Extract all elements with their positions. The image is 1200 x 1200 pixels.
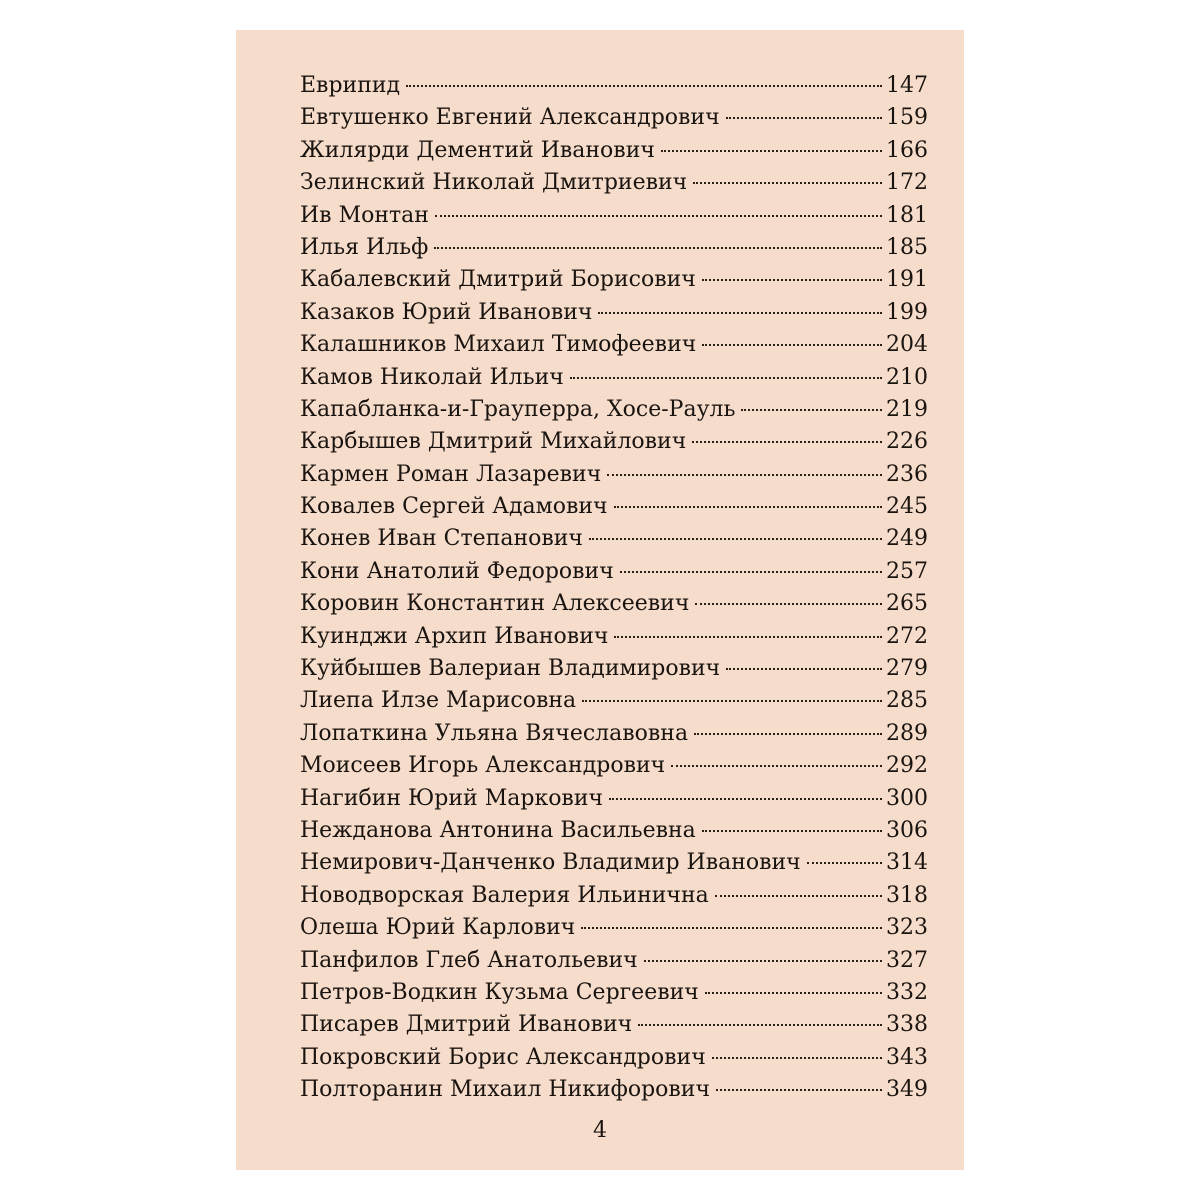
toc-entry-name: Жилярди Дементий Иванович	[300, 137, 655, 163]
toc-entry	[300, 718, 928, 750]
toc-entry	[300, 394, 928, 426]
toc-entry-page: 191	[886, 267, 928, 293]
toc-entry-name: Ковалев Сергей Адамович	[300, 494, 608, 520]
toc-entry	[300, 653, 928, 685]
toc-dot-leader	[598, 312, 882, 314]
toc-entry-page: 204	[886, 332, 928, 358]
toc-entry	[300, 297, 928, 329]
toc-entry-name: Панфилов Глеб Анатольевич	[300, 947, 638, 973]
toc-entry-name: Кони Анатолий Федорович	[300, 558, 614, 584]
toc-dot-leader	[705, 992, 882, 994]
toc-entry-page: 343	[886, 1044, 928, 1070]
toc-dot-leader	[435, 215, 882, 217]
toc-dot-leader	[702, 830, 882, 832]
toc-entry-page: 289	[886, 720, 928, 746]
toc-entry-page: 181	[886, 202, 928, 228]
toc-entry-name: Моисеев Игорь Александрович	[300, 753, 666, 779]
toc-entry-name: Лопаткина Ульяна Вячеславовна	[300, 720, 689, 746]
toc-entry-page: 257	[886, 558, 928, 584]
toc-entry	[300, 1074, 928, 1106]
toc-dot-leader	[607, 474, 882, 476]
toc-entry	[300, 459, 928, 491]
toc-entry-page: 318	[886, 882, 928, 908]
toc-entry-name: Конев Иван Степанович	[300, 526, 583, 552]
toc-dot-leader	[434, 247, 882, 249]
toc-entry	[300, 945, 928, 977]
toc-entry-name: Покровский Борис Александрович	[300, 1044, 706, 1070]
toc-entry	[300, 783, 928, 815]
toc-entry	[300, 847, 928, 879]
toc-entry-page: 272	[886, 623, 928, 649]
toc-entry	[300, 523, 928, 555]
toc-entry	[300, 329, 928, 361]
toc-entry	[300, 588, 928, 620]
toc-entry-page: 159	[886, 105, 928, 131]
toc-dot-leader	[702, 344, 882, 346]
toc-dot-leader	[807, 862, 882, 864]
toc-entry-name: Куинджи Архип Иванович	[300, 623, 609, 649]
toc-entry-page: 166	[886, 137, 928, 163]
toc-entry-name: Кабалевский Дмитрий Борисович	[300, 267, 696, 293]
toc-dot-leader	[692, 441, 882, 443]
toc-entry	[300, 1009, 928, 1041]
toc-entry	[300, 135, 928, 167]
toc-entry-page: 226	[886, 429, 928, 455]
toc-entry	[300, 685, 928, 717]
toc-dot-leader	[715, 895, 882, 897]
toc-entry-page: 306	[886, 817, 928, 843]
toc-entry-name: Карбышев Дмитрий Михайлович	[300, 429, 687, 455]
book-page	[236, 30, 964, 1170]
toc-entry-page: 249	[886, 526, 928, 552]
toc-dot-leader	[695, 603, 882, 605]
toc-entry	[300, 264, 928, 296]
toc-entry-name: Лиепа Илзе Марисовна	[300, 688, 577, 714]
toc-entry-name: Еврипид	[300, 73, 401, 98]
toc-entry-page: 172	[886, 170, 928, 196]
toc-dot-leader	[694, 733, 882, 735]
page-number: 4	[593, 1118, 607, 1143]
toc-entry	[300, 750, 928, 782]
toc-entry-name: Коровин Константин Алексеевич	[300, 591, 690, 617]
toc-entry-name: Ив Монтан	[300, 202, 429, 228]
toc-entry	[300, 426, 928, 458]
toc-dot-leader	[614, 506, 882, 508]
toc-entry-page: 285	[886, 688, 928, 714]
toc-entry	[300, 491, 928, 523]
toc-entry-name: Нежданова Антонина Васильевна	[300, 817, 696, 843]
toc-entry-name: Олеша Юрий Карлович	[300, 915, 576, 941]
toc-entry-page: 323	[886, 915, 928, 941]
toc-entry	[300, 977, 928, 1009]
toc-entry-page: 265	[886, 591, 928, 617]
toc-entry	[300, 200, 928, 232]
toc-dot-leader	[609, 798, 882, 800]
toc-entry-page: 338	[886, 1012, 928, 1038]
toc-entry-name: Новодворская Валерия Ильинична	[300, 882, 709, 908]
toc-entry-name: Илья Ильф	[300, 234, 429, 260]
toc-dot-leader	[671, 765, 882, 767]
toc-entry-name: Казаков Юрий Иванович	[300, 299, 593, 325]
toc-entry-page: 292	[886, 753, 928, 779]
toc-entry-page: 314	[886, 850, 928, 876]
toc-entry-name: Калашников Михаил Тимофеевич	[300, 332, 697, 358]
toc-entry-name: Капабланка-и-Грауперра, Хосе-Рауль	[300, 396, 736, 422]
toc-entry-page: 199	[886, 299, 928, 325]
toc-entry-name: Евтушенко Евгений Александрович	[300, 105, 720, 131]
toc-entry-page: 349	[886, 1077, 928, 1103]
toc-entry	[300, 232, 928, 264]
toc-entry	[300, 556, 928, 588]
toc-entry-page: 327	[886, 947, 928, 973]
toc-dot-leader	[726, 117, 882, 119]
toc-entry-page: 147	[886, 73, 928, 98]
toc-entry	[300, 621, 928, 653]
toc-entry-name: Камов Николай Ильич	[300, 364, 564, 390]
toc-entry-page: 279	[886, 656, 928, 682]
toc-dot-leader	[406, 85, 882, 87]
toc-dot-leader	[661, 150, 882, 152]
toc-entry	[300, 815, 928, 847]
toc-entry	[300, 912, 928, 944]
toc-entry	[300, 362, 928, 394]
toc-entry	[300, 1042, 928, 1074]
toc-entry-page: 300	[886, 785, 928, 811]
toc-entry-name: Куйбышев Валериан Владимирович	[300, 656, 721, 682]
toc-dot-leader	[614, 636, 882, 638]
toc-entry-page: 245	[886, 494, 928, 520]
toc-entry-name: Полторанин Михаил Никифорович	[300, 1077, 710, 1103]
toc-entry	[300, 70, 928, 102]
toc-entry-name: Зелинский Николай Дмитриевич	[300, 170, 688, 196]
toc-dot-leader	[712, 1057, 882, 1059]
toc-entry	[300, 102, 928, 134]
toc-dot-leader	[620, 571, 882, 573]
toc-dot-leader	[726, 668, 882, 670]
toc-dot-leader	[581, 927, 882, 929]
toc-entry-name: Немирович-Данченко Владимир Иванович	[300, 850, 801, 876]
toc-dot-leader	[644, 960, 882, 962]
toc-dot-leader	[741, 409, 882, 411]
toc-entry-page: 236	[886, 461, 928, 487]
toc-entry-page: 210	[886, 364, 928, 390]
toc-dot-leader	[589, 538, 882, 540]
toc-entry-page: 185	[886, 234, 928, 260]
toc-dot-leader	[693, 182, 882, 184]
toc-entry-name: Писарев Дмитрий Иванович	[300, 1012, 633, 1038]
toc-dot-leader	[638, 1024, 882, 1026]
toc-entry	[300, 167, 928, 199]
toc-dot-leader	[716, 1089, 882, 1091]
toc-entry-page: 219	[886, 396, 928, 422]
toc-entry-name: Петров-Водкин Кузьма Сергеевич	[300, 979, 699, 1005]
toc-entry-name: Нагибин Юрий Маркович	[300, 785, 604, 811]
toc-dot-leader	[702, 279, 882, 281]
toc-entry-page: 332	[886, 979, 928, 1005]
toc-entry	[300, 880, 928, 912]
toc-dot-leader	[570, 377, 882, 379]
table-of-contents	[300, 70, 928, 1107]
toc-entry-name: Кармен Роман Лазаревич	[300, 461, 602, 487]
toc-dot-leader	[582, 700, 882, 702]
